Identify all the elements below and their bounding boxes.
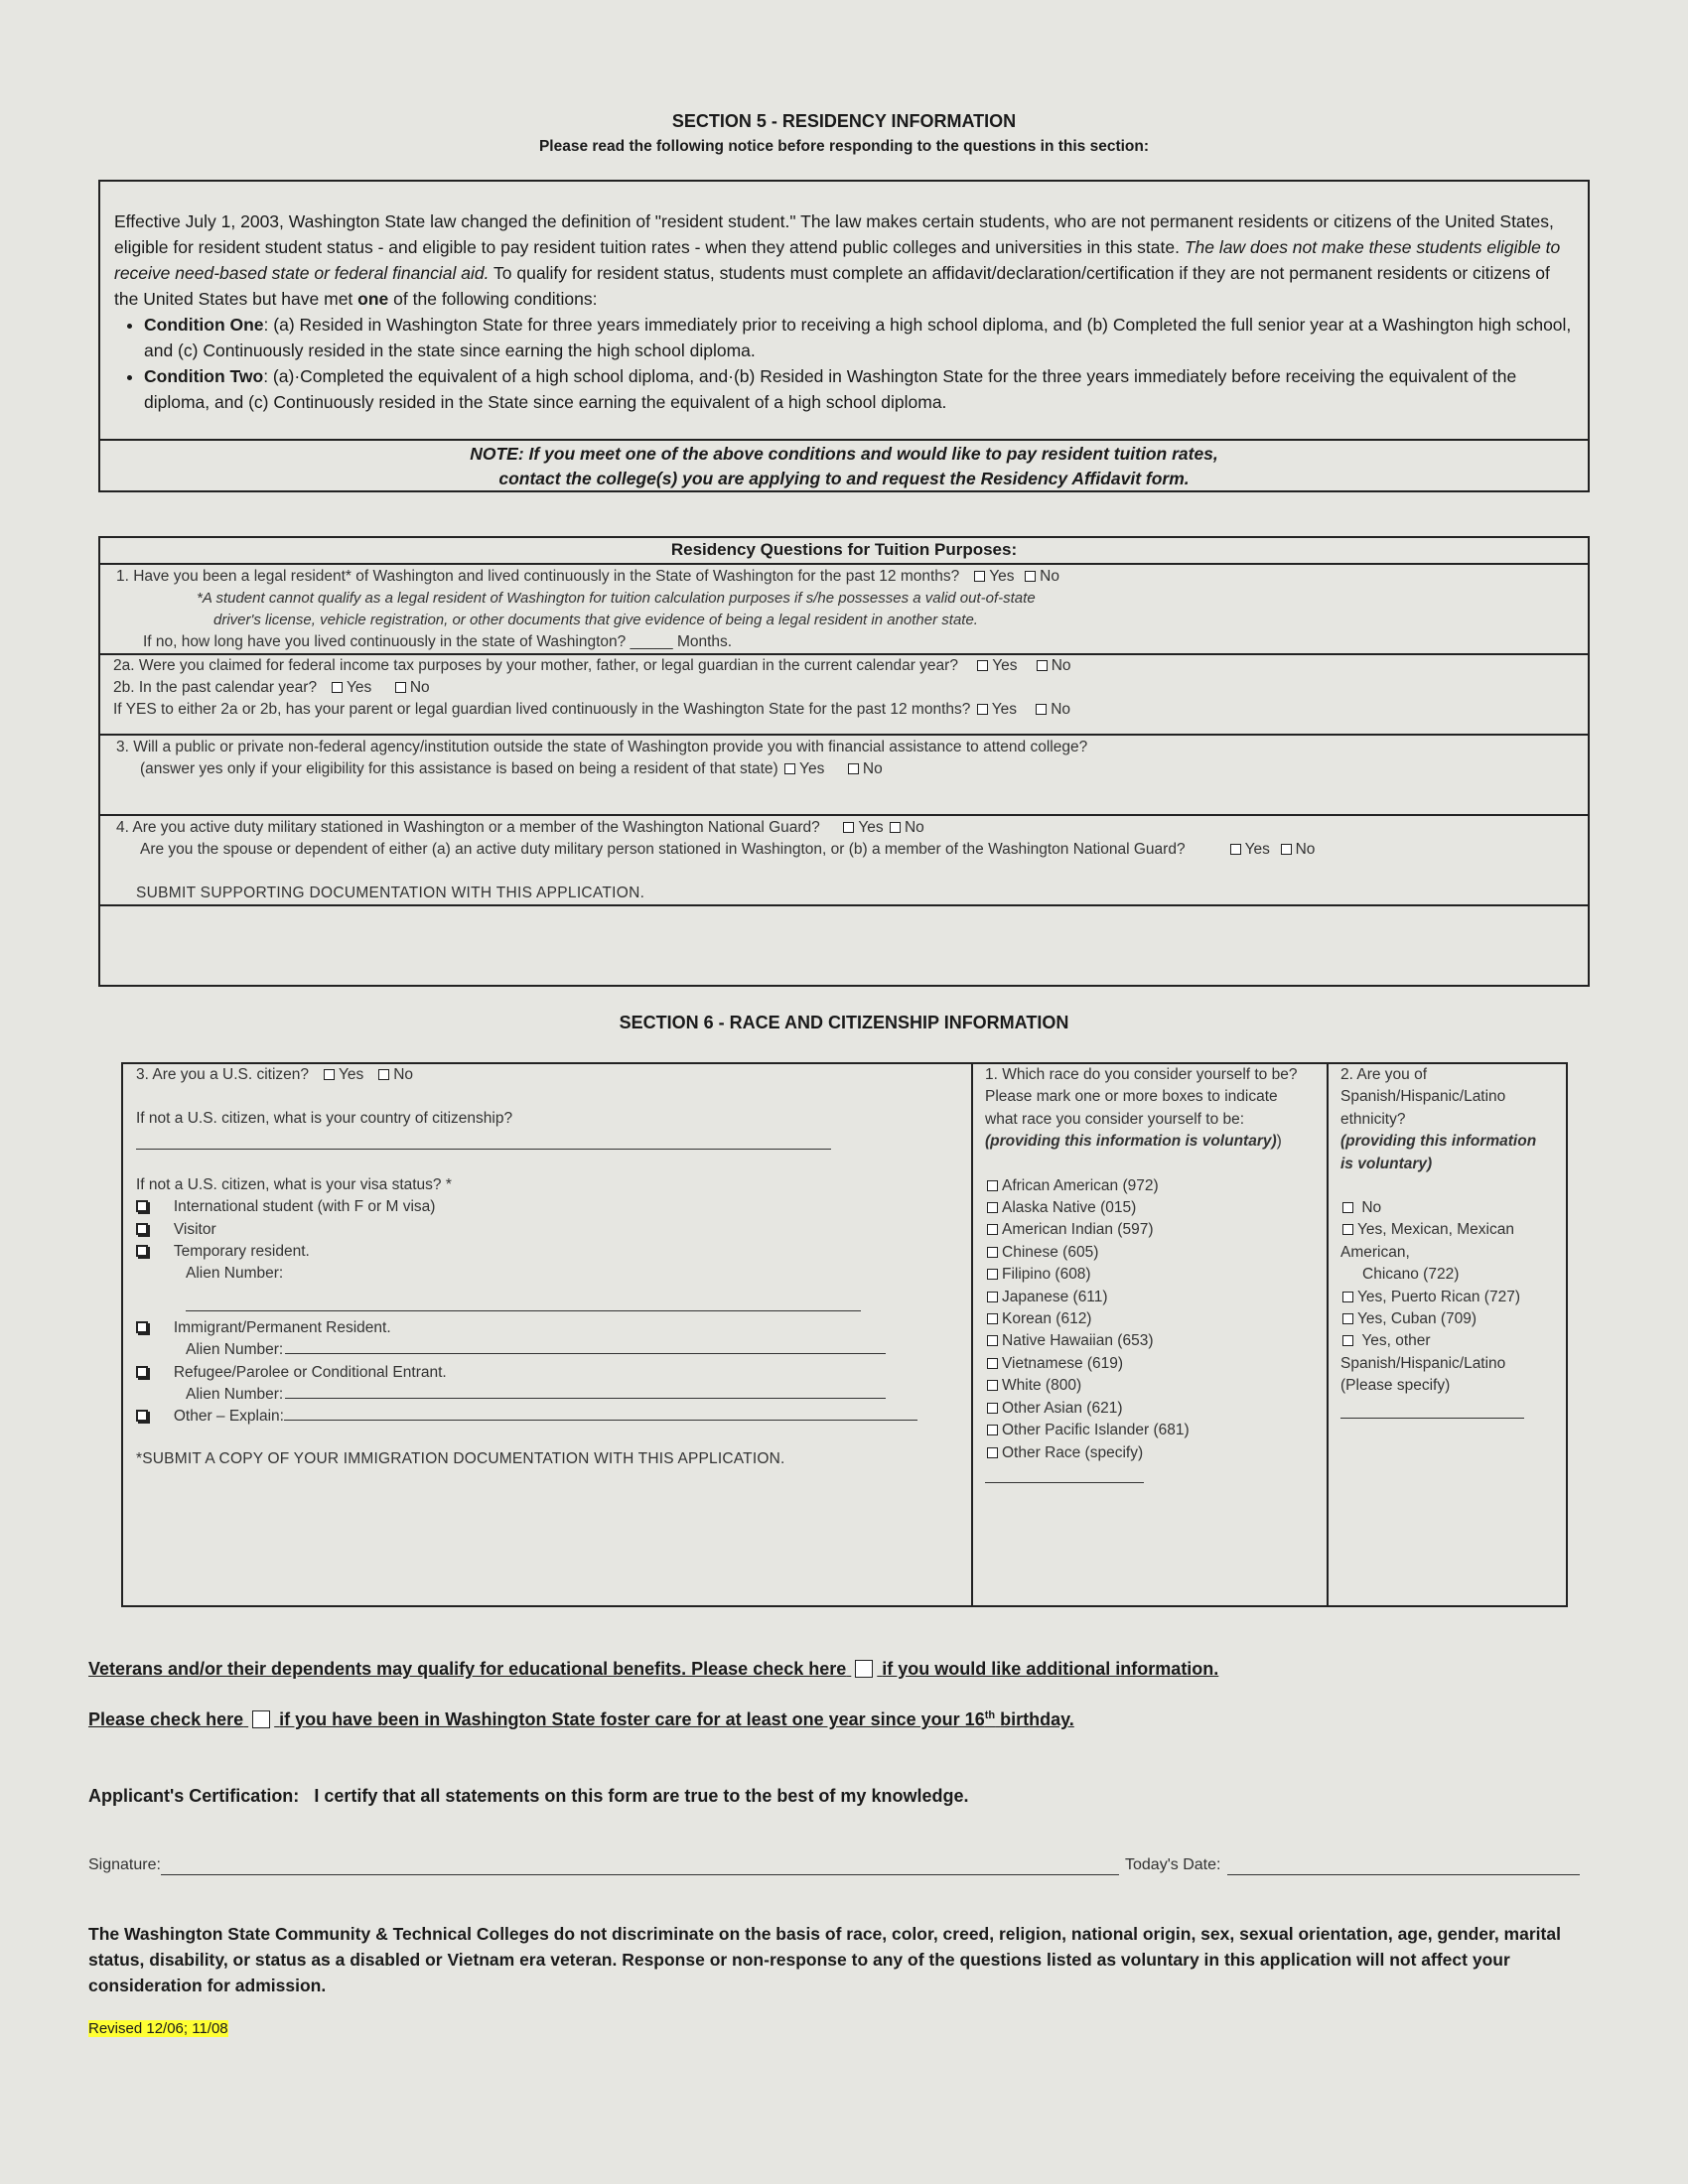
race-options-list bbox=[985, 1175, 1323, 1464]
race-option-label: American Indian (597) bbox=[1002, 1221, 1154, 1239]
q2a-no-checkbox[interactable] bbox=[1037, 660, 1048, 671]
q4b-yes-checkbox[interactable] bbox=[1230, 844, 1241, 855]
other-race-specify-line[interactable] bbox=[985, 1482, 1144, 1484]
race-option-label: Other Race (specify) bbox=[1002, 1443, 1144, 1461]
race-option-checkbox[interactable] bbox=[987, 1380, 998, 1391]
race-option[interactable] bbox=[985, 1308, 1323, 1330]
q1-note-line2: driver's license, vehicle registration, or other documents that give evidence of being a legal resident in another state. bbox=[213, 612, 978, 628]
race-option[interactable] bbox=[985, 1287, 1323, 1308]
race-option-label: Chinese (605) bbox=[1002, 1243, 1099, 1261]
race-option-checkbox[interactable] bbox=[987, 1403, 998, 1414]
ethnicity-option-no[interactable]: No bbox=[1340, 1197, 1564, 1219]
race-option-checkbox[interactable] bbox=[987, 1292, 998, 1302]
question-2b: 2b. In the past calendar year? Yes No bbox=[113, 679, 430, 696]
veterans-benefits-checkbox[interactable] bbox=[855, 1660, 873, 1678]
race-option[interactable] bbox=[985, 1353, 1323, 1375]
q2b-yes-checkbox[interactable] bbox=[332, 682, 343, 693]
race-question-line2: Please mark one or more boxes to indicate bbox=[985, 1088, 1278, 1106]
race-question-line1: 1. Which race do you consider yourself to be? bbox=[985, 1066, 1298, 1083]
q1-note-line1: *A student cannot qualify as a legal resident of Washington for tuition calculation purposes if s/he possesses a valid out-of-state bbox=[197, 590, 1036, 607]
race-option-label: Korean (612) bbox=[1002, 1310, 1092, 1328]
q1-if-no: If no, how long have you lived continuously in the state of Washington? _____ Months. bbox=[143, 633, 733, 650]
q2b-no-checkbox[interactable] bbox=[395, 682, 406, 693]
race-option[interactable] bbox=[985, 1375, 1323, 1397]
question-2c: If YES to either 2a or 2b, has your parent or legal guardian lived continuously in the Washington State for the past 12 months? Yes No bbox=[113, 701, 1071, 718]
race-option-checkbox[interactable] bbox=[987, 1313, 998, 1324]
race-option-checkbox[interactable] bbox=[987, 1335, 998, 1346]
veterans-benefits-line: Veterans and/or their dependents may qualify for educational benefits. Please check here if you would like additional information. bbox=[88, 1659, 1219, 1679]
race-column bbox=[985, 1064, 1323, 1484]
section5-title: SECTION 5 - RESIDENCY INFORMATION bbox=[671, 111, 1017, 131]
residency-questions-header: Residency Questions for Tuition Purposes: bbox=[670, 540, 1018, 559]
ethnicity-voluntary-note-1: (providing this information bbox=[1340, 1133, 1537, 1151]
ethnicity-option-other-line2: Spanish/Hispanic/Latino bbox=[1340, 1354, 1506, 1372]
q3-yes-checkbox[interactable] bbox=[784, 763, 795, 774]
visa-option-temporary[interactable]: Temporary resident. bbox=[136, 1241, 960, 1263]
revision-date: Revised 12/06; 11/08 bbox=[88, 2020, 228, 2037]
residency-note: NOTE: If you meet one of the above conditions and would like to pay resident tuition rates, contact the college(s) you are applying to and request the Residency Affidavit form. bbox=[470, 444, 1218, 488]
race-option[interactable] bbox=[985, 1330, 1323, 1352]
visa-question: If not a U.S. citizen, what is your visa status? * bbox=[136, 1175, 452, 1193]
ethnicity-option-puerto-rican[interactable]: Yes, Puerto Rican (727) bbox=[1340, 1287, 1564, 1308]
race-option-label: Filipino (608) bbox=[1002, 1266, 1091, 1284]
residency-questions-table bbox=[98, 536, 1590, 987]
question-3: 3. Will a public or private non-federal agency/institution outside the state of Washington provide you with financial assistance to attend college? bbox=[116, 739, 1088, 755]
race-voluntary-note: (providing this information is voluntary)) bbox=[985, 1133, 1282, 1151]
visa-option-immigrant[interactable]: Immigrant/Permanent Resident. bbox=[136, 1317, 960, 1339]
race-option-checkbox[interactable] bbox=[987, 1425, 998, 1435]
todays-date-label: Today's Date: bbox=[1125, 1856, 1221, 1873]
race-option-label: Vietnamese (619) bbox=[1002, 1354, 1124, 1372]
race-option[interactable] bbox=[985, 1197, 1323, 1219]
question-4: 4. Are you active duty military stationed in Washington or a member of the Washington National Guard? Yes No bbox=[116, 819, 924, 836]
submit-documentation-note: SUBMIT SUPPORTING DOCUMENTATION WITH THIS APPLICATION. bbox=[136, 885, 645, 901]
visa-option-other[interactable]: Other – Explain: bbox=[136, 1406, 960, 1428]
q4-yes-checkbox[interactable] bbox=[843, 822, 854, 833]
q4b-no-checkbox[interactable] bbox=[1281, 844, 1292, 855]
ethnicity-option-cuban[interactable]: Yes, Cuban (709) bbox=[1340, 1308, 1564, 1330]
q2c-no-checkbox[interactable] bbox=[1036, 704, 1047, 715]
race-option-label: Other Asian (621) bbox=[1002, 1399, 1123, 1417]
q2a-yes-checkbox[interactable] bbox=[977, 660, 988, 671]
race-option[interactable] bbox=[985, 1442, 1323, 1464]
visa-option-visitor[interactable]: Visitor bbox=[136, 1219, 960, 1241]
race-option-label: White (800) bbox=[1002, 1377, 1082, 1395]
ethnicity-option-mexican-line2: American, bbox=[1340, 1243, 1410, 1261]
immigration-documentation-note: *SUBMIT A COPY OF YOUR IMMIGRATION DOCUMENTATION WITH THIS APPLICATION. bbox=[136, 1449, 785, 1467]
visa-option-refugee[interactable]: Refugee/Parolee or Conditional Entrant. bbox=[136, 1362, 960, 1384]
race-citizenship-table bbox=[121, 1062, 1568, 1607]
race-option[interactable] bbox=[985, 1398, 1323, 1420]
foster-care-line: Please check here if you have been in Washington State foster care for at least one year since your 16th birthday. bbox=[88, 1709, 1074, 1729]
ethnicity-option-other[interactable]: Yes, other bbox=[1340, 1330, 1564, 1352]
section5-subtitle: Please read the following notice before responding to the questions in this section: bbox=[538, 138, 1150, 155]
section6-title: SECTION 6 - RACE AND CITIZENSHIP INFORMATION bbox=[619, 1013, 1069, 1032]
ethnicity-column bbox=[1340, 1064, 1564, 1420]
visa-option-intl[interactable]: International student (with F or M visa) bbox=[136, 1196, 960, 1218]
race-option-label: Japanese (611) bbox=[1002, 1288, 1108, 1305]
citizenship-column bbox=[136, 1064, 960, 1470]
alien-number-label-2: Alien Number: bbox=[136, 1339, 960, 1361]
q1-no-checkbox[interactable] bbox=[1025, 571, 1036, 582]
q3-no-checkbox[interactable] bbox=[848, 763, 859, 774]
ethnicity-question-line1: 2. Are you of bbox=[1340, 1066, 1428, 1083]
race-option-label: Native Hawaiian (653) bbox=[1002, 1332, 1154, 1350]
race-option[interactable] bbox=[985, 1420, 1323, 1441]
question-2a: 2a. Were you claimed for federal income tax purposes by your mother, father, or legal guardian in the current calendar year? Yes No bbox=[113, 657, 1071, 674]
race-option-checkbox[interactable] bbox=[987, 1269, 998, 1280]
race-option-checkbox[interactable] bbox=[987, 1247, 998, 1258]
condition-one: • Condition One: (a) Resided in Washington State for three years immediately prior to receiving a high school diploma, and (b) Completed the full senior year at a Washington high school, and (c) Continuously resided in the state since earning the high school diploma. bbox=[144, 312, 1574, 363]
ethnicity-voluntary-note-2: is voluntary) bbox=[1340, 1155, 1433, 1172]
question-3b: (answer yes only if your eligibility for this assistance is based on being a resident of that state) Yes No bbox=[140, 760, 883, 777]
condition-two: • Condition Two: (a)·Completed the equivalent of a high school diploma, and·(b) Resided in Washington State for the three years immediately before receiving the equivalent of the diploma, and (c) Continuously resided in the State since earning the equivalent of a high school diploma. bbox=[144, 363, 1574, 415]
race-question-line3: what race you consider yourself to be: bbox=[985, 1110, 1245, 1128]
alien-number-label-3: Alien Number: bbox=[136, 1384, 960, 1406]
q2c-yes-checkbox[interactable] bbox=[977, 704, 988, 715]
alien-number-line-1[interactable] bbox=[186, 1310, 861, 1312]
alien-number-label-1: Alien Number: bbox=[186, 1265, 284, 1283]
signature-line[interactable] bbox=[161, 1874, 1119, 1875]
race-option-checkbox[interactable] bbox=[987, 1202, 998, 1213]
race-option-checkbox[interactable] bbox=[987, 1180, 998, 1191]
race-option[interactable] bbox=[985, 1175, 1323, 1197]
question-1: 1. Have you been a legal resident* of Washington and lived continuously in the State of Washington for the past 12 months? Yes No bbox=[116, 568, 1059, 585]
foster-care-checkbox[interactable] bbox=[252, 1710, 270, 1728]
race-option-label: African American (972) bbox=[1002, 1176, 1159, 1194]
q1-yes-checkbox[interactable] bbox=[974, 571, 985, 582]
todays-date-line[interactable] bbox=[1227, 1874, 1580, 1875]
citizen-no-checkbox[interactable] bbox=[378, 1069, 389, 1080]
country-question: If not a U.S. citizen, what is your country of citizenship? bbox=[136, 1110, 513, 1128]
ethnicity-option-other-line3: (Please specify) bbox=[1340, 1377, 1451, 1395]
race-option-label: Alaska Native (015) bbox=[1002, 1199, 1137, 1217]
signature-label: Signature: bbox=[88, 1856, 161, 1873]
ethnicity-question-line2: Spanish/Hispanic/Latino bbox=[1340, 1088, 1506, 1106]
race-option[interactable] bbox=[985, 1242, 1323, 1264]
race-option[interactable] bbox=[985, 1264, 1323, 1286]
q4-no-checkbox[interactable] bbox=[890, 822, 901, 833]
race-option-checkbox[interactable] bbox=[987, 1447, 998, 1458]
notice-body: Effective July 1, 2003, Washington State law changed the definition of "resident student." The law makes certain students, who are not permanent residents or citizens of the United States, eligible for resident student status - and eligible to pay resident tuition rates - when they attend public colleges and universities in this state. The law does not make these students eligible to receive need-based state or federal financial aid. To qualify for resident status, students must complete an affidavit/declaration/certification if they are not permanent residents or citizens of the United States but have met one of the following conditions: • Condition One: (a) Resided in Washington State for three years immediately prior to receiving a high school diploma, and (b) Completed the full senior year at a Washington high school, and (c) Continuously resided in the state since earning the high school diploma. • Condition Two: (a)·Completed the equivalent of a high school diploma, and·(b) Resided in Washington State for the three years immediately before receiving the equivalent of the diploma, and (c) Continuously resided in the State since earning the equivalent of a high school diploma. bbox=[114, 208, 1574, 415]
race-option-checkbox[interactable] bbox=[987, 1358, 998, 1369]
nondiscrimination-statement: The Washington State Community & Technical Colleges do not discriminate on the basis of race, color, creed, religion, national origin, sex, sexual orientation, age, gender, marital status, disability, or status as a disabled or Vietnam era veteran. Response or non-response to any of the questions listed as voluntary in this application will not affect your consideration for admission. bbox=[88, 1924, 1561, 1995]
citizen-yes-checkbox[interactable] bbox=[324, 1069, 335, 1080]
country-answer-line[interactable] bbox=[136, 1149, 831, 1151]
race-option[interactable] bbox=[985, 1219, 1323, 1241]
ethnicity-option-mexican[interactable]: Yes, Mexican, Mexican bbox=[1340, 1219, 1564, 1241]
applicant-certification: Applicant's Certification: I certify that all statements on this form are true to the best of my knowledge. bbox=[88, 1786, 969, 1806]
citizen-question: 3. Are you a U.S. citizen? Yes No bbox=[136, 1066, 414, 1083]
ethnicity-option-mexican-line3: Chicano (722) bbox=[1362, 1266, 1460, 1284]
race-option-checkbox[interactable] bbox=[987, 1224, 998, 1235]
ethnicity-specify-line[interactable] bbox=[1340, 1418, 1524, 1420]
residency-notice-box bbox=[98, 180, 1590, 492]
question-4b: Are you the spouse or dependent of either (a) an active duty military person stationed in Washington, or (b) a member of the Washington National Guard? Yes No bbox=[140, 841, 1316, 858]
ethnicity-question-line3: ethnicity? bbox=[1340, 1110, 1406, 1128]
race-option-label: Other Pacific Islander (681) bbox=[1002, 1422, 1190, 1439]
